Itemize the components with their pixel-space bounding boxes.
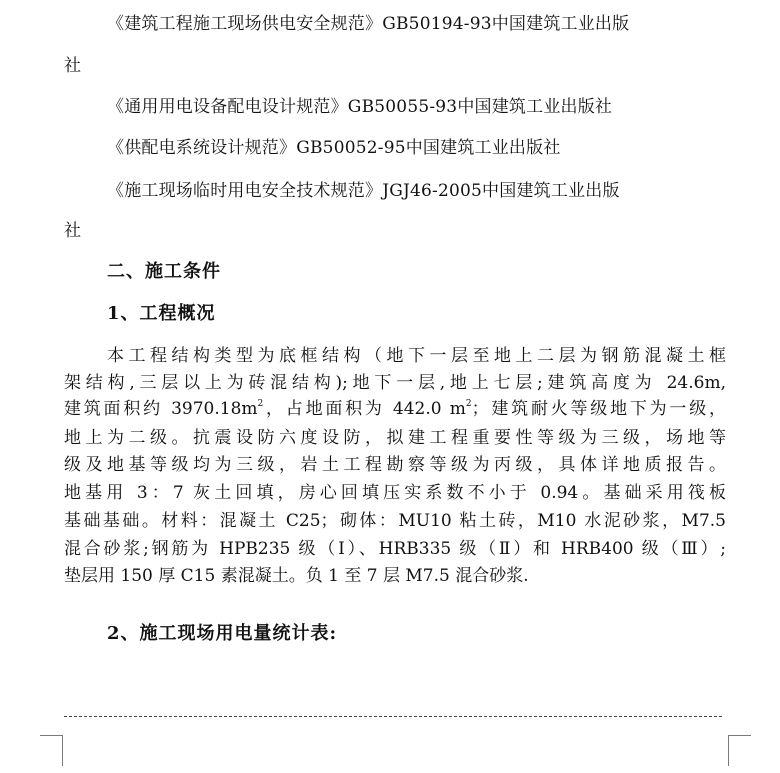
overview-line-8: 混合砂浆;钢筋为 HPB235 级（Ⅰ）、HRB335 级（Ⅱ）和 HRB400 级（Ⅲ）; <box>64 539 726 559</box>
crop-mark-bottom-left <box>40 735 63 766</box>
reference-4-line-1: 《施工现场临时用电安全技术规范》JGJ46-2005中国建筑工业出版 <box>107 181 620 201</box>
overview-line-3 <box>64 399 726 419</box>
subsection-heading-power-statistics: 2、施工现场用电量统计表: <box>107 623 338 644</box>
overview-line-6: 地基用 3：7 灰土回填，房心回填压实系数不小于 0.94。基础采用筏板 <box>64 483 726 503</box>
section-heading-construction-conditions: 二、施工条件 <box>107 261 221 282</box>
overview-line-2: 架结构,三层以上为砖混结构);地下一层,地上七层;建筑高度为 24.6m, <box>64 373 726 393</box>
reference-3: 《供配电系统设计规范》GB50052-95中国建筑工业出版社 <box>107 138 561 158</box>
overview-line-1: 本工程结构类型为底框结构（地下一层至地上二层为钢筋混凝土框 <box>107 346 726 366</box>
overview-line-4: 地上为二级。抗震设防六度设防，拟建工程重要性等级为三级，场地等 <box>64 428 726 448</box>
reference-1-line-1: 《建筑工程施工现场供电安全规范》GB50194-93中国建筑工业出版 <box>107 14 630 34</box>
page-divider <box>64 716 722 717</box>
overview-line-5: 级及地基等级均为三级，岩土工程勘察等级为丙级，具体详地质报告。 <box>64 455 726 475</box>
superscript-2: 2 <box>465 399 472 409</box>
overview-line-7: 基础基础。材料：混凝土 C25；砌体：MU10 粘土砖，M10 水泥砂浆，M7.5 <box>64 511 726 531</box>
overview-line-9: 垫层用 150 厚 C15 素混凝土。负 1 至 7 层 M7.5 混合砂浆. <box>64 566 529 586</box>
reference-4-line-2: 社 <box>64 221 82 241</box>
overview-line-3-part-b: ，占地面积为 442.0 m <box>263 399 466 419</box>
reference-1-line-2: 社 <box>64 56 82 76</box>
reference-2: 《通用用电设备配电设计规范》GB50055-93中国建筑工业出版社 <box>107 97 613 117</box>
overview-line-3-part-c: ；建筑耐火等级地下为一级， <box>471 399 726 419</box>
crop-mark-bottom-right <box>728 735 751 766</box>
overview-line-3-part-a: 建筑面积约 3970.18m <box>64 399 258 419</box>
subsection-heading-project-overview: 1、工程概况 <box>107 303 216 324</box>
superscript-2: 2 <box>257 399 264 409</box>
